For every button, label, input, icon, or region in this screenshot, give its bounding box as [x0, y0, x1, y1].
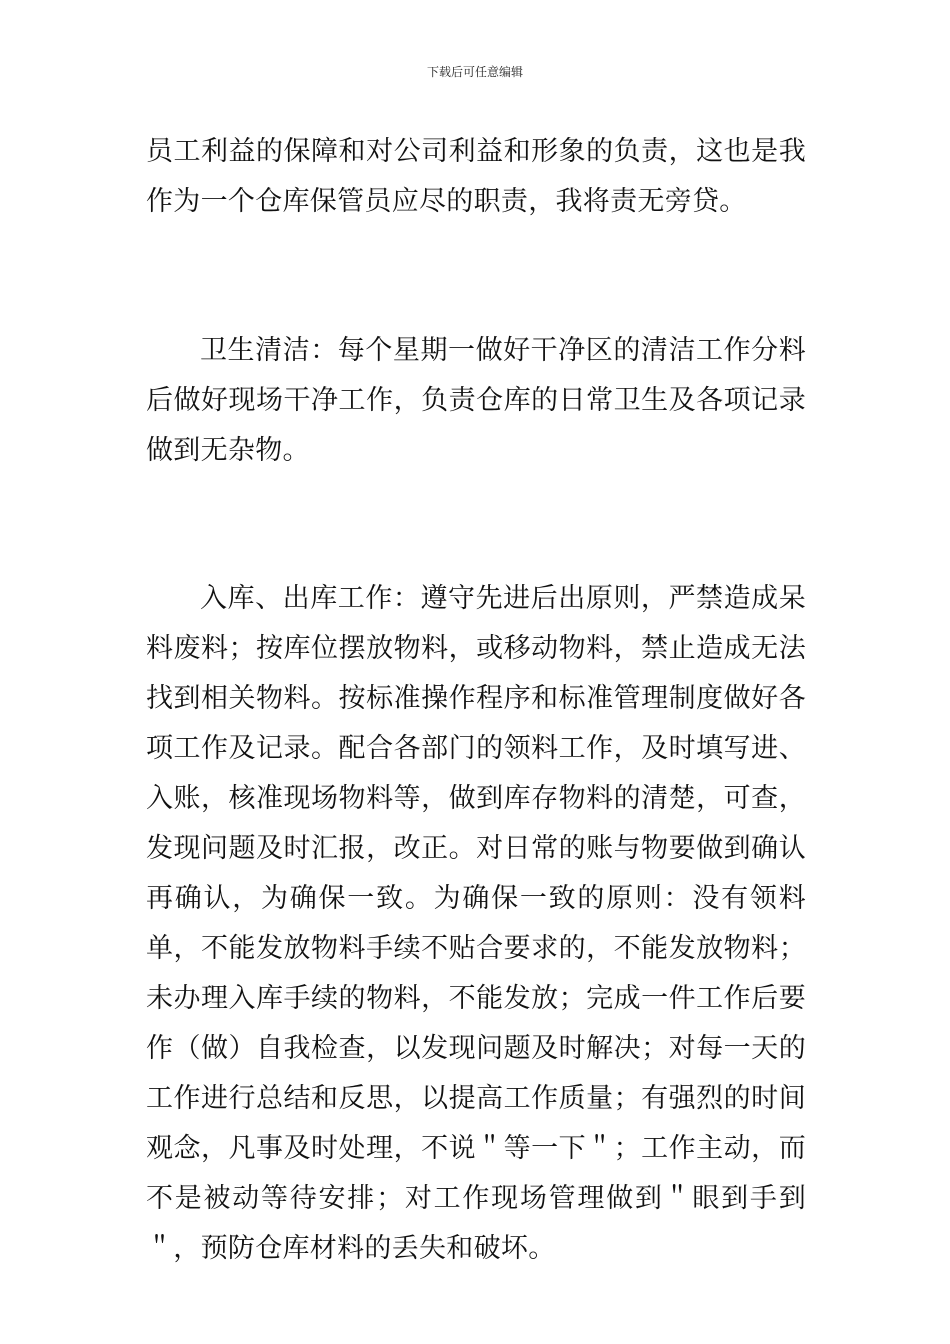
header-note: 下载后可任意编辑 [426, 65, 523, 79]
paragraph-warehouse-inout: 入库、出库工作：遵守先进后出原则，严禁造成呆料废料；按库位摆放物料，或移动物料，禁止造成无法找到相关物料。按标准操作程序和标准管理制度做好各项工作及记录。配合各部门的领料工作，及时填写进、入账，核准现场物料等，做到库存物料的清楚，可查，发现问题及时汇报，改正。对日常的账与物要做到确认再确认，为确保一致。为确保一致的原则：没有领料单，不能发放物料手续不贴合要求的，不能发放物料；未办理入库手续的物料，不能发放；完成一件工作后要作（做）自我检查，以发现问题及时解决；对每一天的工作进行总结和反思，以提高工作质量；有强烈的时间观念，凡事及时处理，不说＂等一下＂；工作主动，而不是被动等待安排；对工作现场管理做到＂眼到手到＂，预防仓库材料的丢失和破坏。 [146, 583, 806, 1264]
paragraph-hygiene: 卫生清洁：每个星期一做好干净区的清洁工作分料后做好现场干净工作，负责仓库的日常卫生及各项记录做到无杂物。 [146, 335, 806, 466]
paragraph-continuation: 员工利益的保障和对公司利益和形象的负责，这也是我作为一个仓库保管员应尽的职责，我将责无旁贷。 [146, 136, 806, 217]
